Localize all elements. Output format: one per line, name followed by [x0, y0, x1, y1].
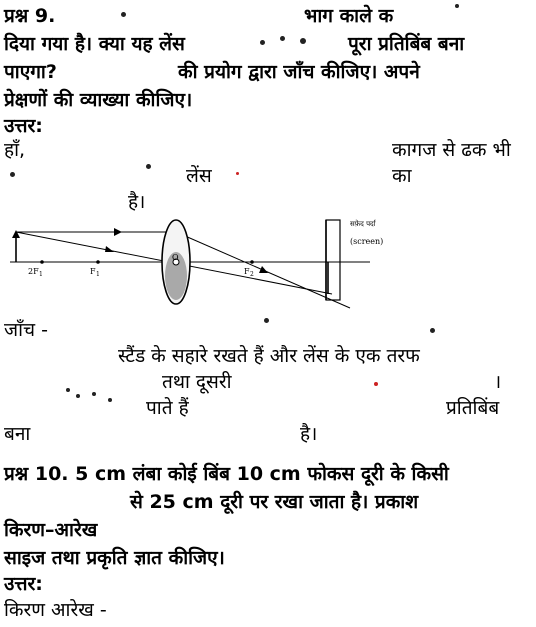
- svg-text:1: 1: [96, 271, 100, 278]
- speck: [300, 38, 306, 44]
- speck: [146, 164, 151, 169]
- speck: [236, 172, 239, 175]
- speck: [121, 12, 126, 17]
- speck: [430, 328, 435, 333]
- experiment-line3-end: प्रतिबिंब: [446, 397, 500, 419]
- q9-answer-label: उत्तर:: [4, 115, 43, 137]
- speck: [92, 392, 96, 396]
- experiment-line4: बना: [4, 423, 31, 445]
- label-o: O: [172, 253, 179, 262]
- q9-line3-end: की प्रयोग द्वारा जाँच कीजिए। अपने: [178, 61, 420, 83]
- speck: [455, 4, 459, 8]
- object-arrowhead: [12, 230, 20, 238]
- q9-answer-end: कागज से ढक भी: [392, 139, 511, 161]
- experiment-line2: तथा दूसरी: [162, 371, 232, 393]
- q10-line1: प्रश्न 10. 5 cm लंबा कोई बिंब 10 cm फोकस दूरी के किसी: [4, 463, 449, 485]
- speck: [280, 36, 285, 41]
- q10-ray-diagram-label: किरण आरेख -: [4, 599, 107, 621]
- label-f2: F: [244, 267, 250, 276]
- q9-line2-start: दिया गया है। क्या यह लेंस: [4, 33, 185, 55]
- lens-ray-diagram: [10, 210, 410, 310]
- label-2f1: 2F: [28, 267, 39, 276]
- label-f1: F: [90, 267, 96, 276]
- q9-answer-hai: है।: [128, 191, 146, 213]
- q9-answer-ka: का: [392, 165, 412, 187]
- experiment-line1: स्टैंड के सहारे रखते हैं और लेंस के एक तरफ: [118, 345, 420, 367]
- q9-line2-end: पूरा प्रतिबिंब बना: [348, 33, 465, 55]
- q9-answer-lens: लेंस: [186, 165, 212, 187]
- experiment-line3: पाते हैं: [146, 397, 189, 419]
- speck: [264, 318, 269, 323]
- jaanch-label: जाँच -: [4, 319, 48, 341]
- screen-label: सफ़ेद पर्दा: [350, 220, 376, 228]
- svg-text:1: 1: [39, 271, 43, 278]
- svg-text:2: 2: [250, 271, 254, 278]
- q9-answer-start: हाँ,: [4, 139, 26, 161]
- q10-answer-label: उत्तर:: [4, 573, 43, 595]
- speck: [374, 382, 378, 386]
- speck: [260, 40, 265, 45]
- q9-line1-end: भाग काले क: [304, 5, 394, 27]
- speck: [108, 398, 112, 402]
- speck: [66, 388, 70, 392]
- q9-line4: प्रेक्षणों की व्याख्या कीजिए।: [4, 89, 193, 111]
- speck: [76, 394, 80, 398]
- q10-line4: साइज तथा प्रकृति ज्ञात कीजिए।: [4, 547, 225, 569]
- q9-line3-start: पाएगा?: [4, 61, 57, 83]
- experiment-line4-end: है।: [300, 423, 318, 445]
- q10-line2: से 25 cm दूरी पर रखा जाता है। प्रकाश: [130, 491, 419, 513]
- q10-line3: किरण–आरेख: [4, 519, 98, 541]
- screen-label-en: (screen): [350, 237, 384, 246]
- speck: [10, 172, 15, 177]
- experiment-line2-end: ।: [494, 371, 502, 393]
- q9-line1-start: प्रश्न 9.: [4, 5, 56, 27]
